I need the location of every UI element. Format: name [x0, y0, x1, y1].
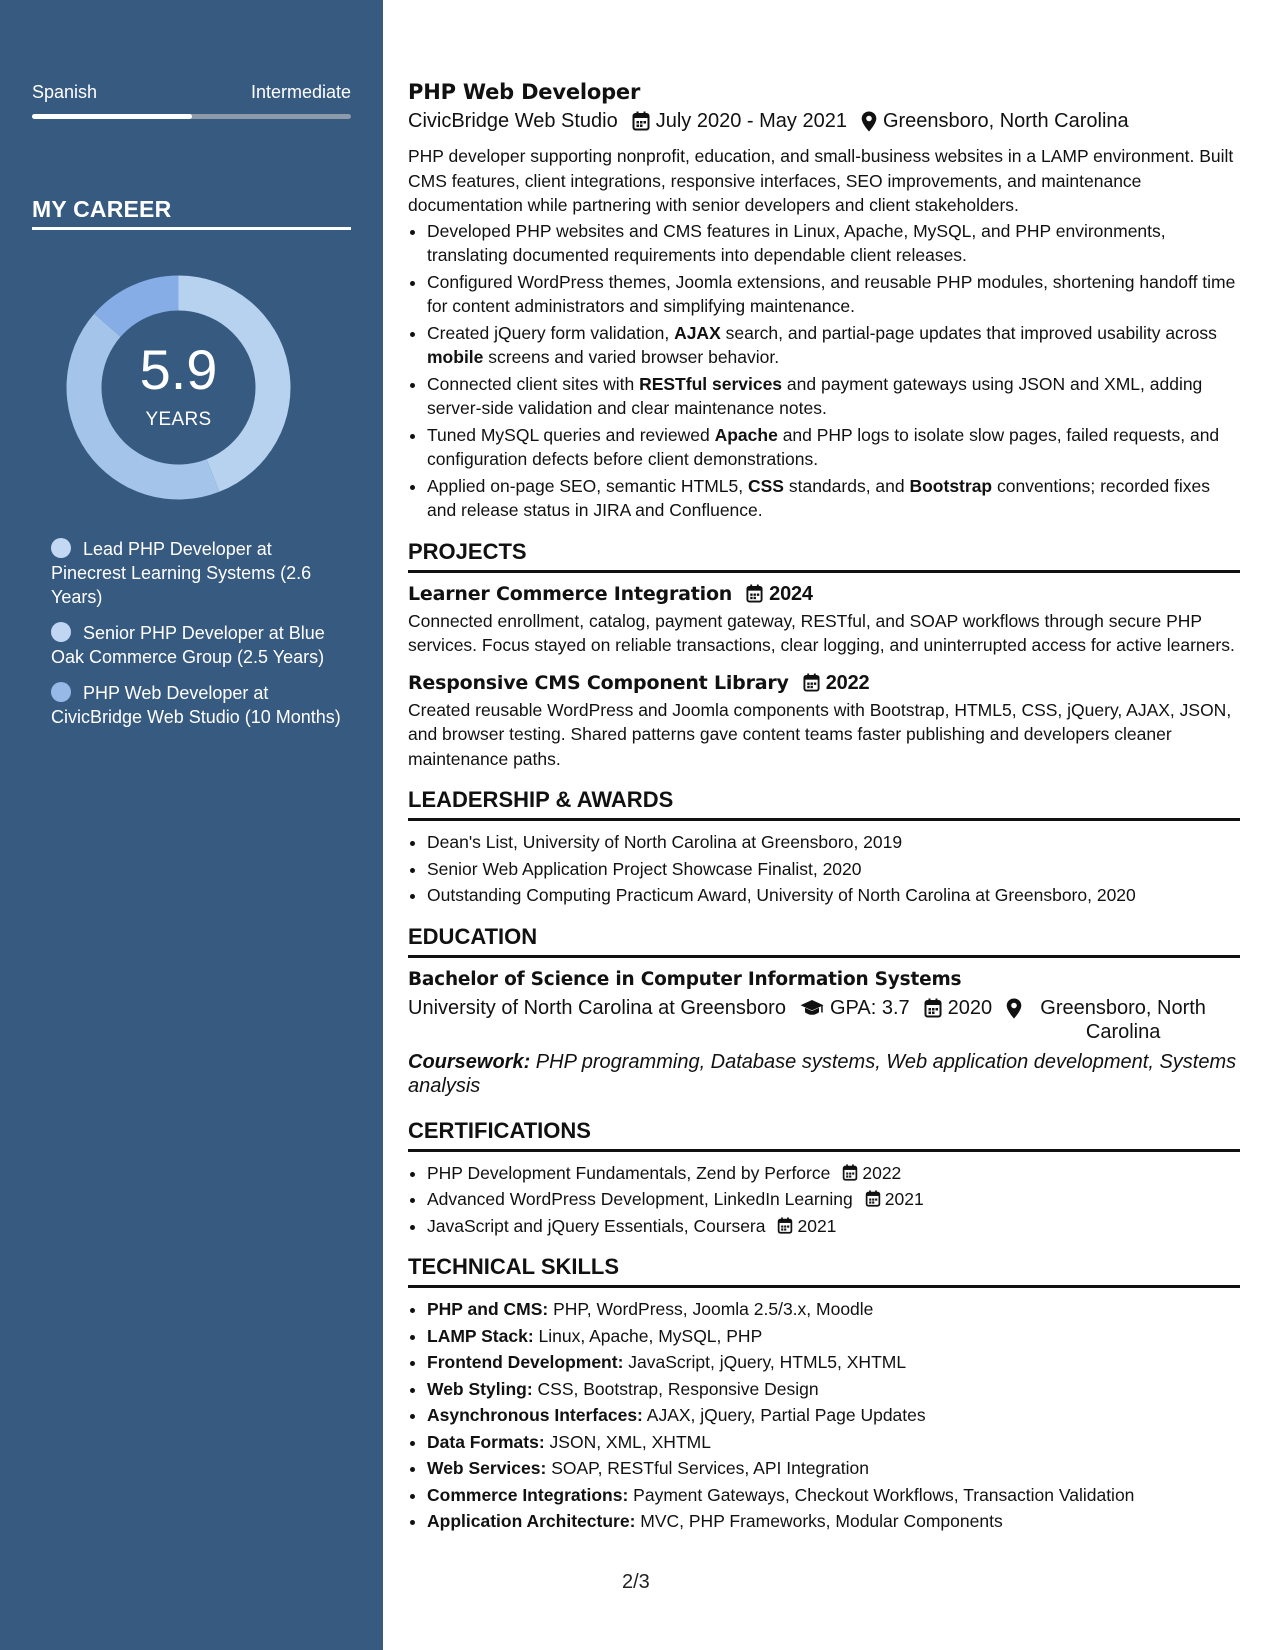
skill-value: MVC, PHP Frameworks, Modular Components	[635, 1511, 1003, 1531]
skill-value: AJAX, jQuery, Partial Page Updates	[642, 1405, 926, 1425]
skill-label: Frontend Development:	[427, 1352, 624, 1372]
project-heading	[408, 670, 1240, 696]
career-item	[51, 681, 341, 729]
bullet-text: and PHP logs to isolate slow pages, failed requests, and configuration defects before client demonstrations.	[427, 424, 1220, 469]
education-meta	[408, 996, 1240, 1044]
skill-label: Asynchronous Interfaces:	[427, 1405, 643, 1425]
language-level: Intermediate	[250, 82, 351, 102]
certification-item	[427, 1161, 1240, 1186]
calendar-icon	[632, 111, 650, 131]
job-bullet	[427, 372, 1240, 421]
bullet-text: search, and partial-page updates that improved usability across	[720, 322, 1217, 343]
bullet-text: Tuned MySQL queries and reviewed	[427, 424, 715, 445]
bullet-text: conventions; recorded fixes and release status in JIRA and Confluence.	[427, 475, 1211, 520]
bullet-keyword: Bootstrap	[909, 475, 993, 496]
education-location-group	[992, 996, 1218, 1044]
skill-item	[427, 1377, 1240, 1402]
job-bullet	[427, 219, 1240, 268]
certification-item	[427, 1187, 1240, 1212]
awards-list	[408, 830, 1240, 908]
skill-label: LAMP Stack:	[427, 1325, 534, 1346]
graduation-cap-icon	[800, 999, 824, 1017]
language-proficiency-fill	[32, 114, 192, 119]
skill-value: JavaScript, jQuery, HTML5, XHTML	[623, 1352, 907, 1372]
certification-year: 2021	[884, 1189, 924, 1209]
coursework-label: Coursework:	[408, 1050, 531, 1073]
skills-title: TECHNICAL SKILLS	[408, 1254, 620, 1279]
skill-label: Web Styling:	[427, 1378, 533, 1399]
bullet-text: screens and varied browser behavior.	[483, 347, 780, 367]
project-heading	[408, 581, 1240, 607]
career-section-rule	[32, 227, 351, 230]
bullet-text: Applied on-page SEO, semantic HTML5,	[427, 475, 748, 496]
page-number: 2/3	[622, 1571, 650, 1593]
certification-name: JavaScript and jQuery Essentials, Coursera	[427, 1215, 766, 1236]
career-item	[51, 621, 341, 669]
location-pin-icon	[861, 111, 877, 132]
job-title: PHP Web Developer	[408, 80, 641, 104]
school-name: University of North Carolina at Greensboro	[408, 996, 786, 1019]
skill-label: Web Services:	[427, 1458, 547, 1478]
calendar-icon	[865, 1190, 881, 1207]
job-bullets	[408, 219, 1240, 523]
skill-label: Application Architecture:	[427, 1511, 636, 1531]
award-item: • Dean's List, University of North Carolina at Greensboro, 2019	[427, 830, 1240, 855]
job-dates: July 2020 - May 2021	[655, 110, 847, 132]
career-years-label: YEARS	[145, 409, 212, 430]
section-rule	[408, 818, 1240, 821]
bullet-text: Created jQuery form validation,	[427, 322, 675, 343]
certifications-title: CERTIFICATIONS	[408, 1117, 591, 1143]
bullet-keyword: CSS	[748, 475, 784, 496]
gpa: GPA: 3.7	[829, 996, 910, 1019]
bullet-keyword: AJAX	[674, 322, 721, 343]
calendar-icon	[842, 1164, 858, 1181]
projects-title: PROJECTS	[408, 538, 527, 564]
career-list	[51, 537, 341, 741]
skill-item	[427, 1483, 1240, 1508]
career-item-text: Lead PHP Developer at Pinecrest Learning Systems (2.6 Years)	[51, 539, 312, 607]
language-name: Spanish	[32, 82, 98, 102]
job-company: CivicBridge Web Studio	[408, 110, 618, 132]
bullet-text: Configured WordPress themes, Joomla extensions, and reusable PHP modules, shortening handoff time for content administrators and simplifying maintenance.	[427, 271, 1236, 316]
certifications-list	[408, 1161, 1240, 1239]
bullet-keyword: Apache	[714, 424, 778, 445]
certification-name: Advanced WordPress Development, LinkedIn Learning	[427, 1189, 853, 1209]
skill-item	[427, 1297, 1240, 1322]
skill-value: SOAP, RESTful Services, API Integration	[546, 1458, 869, 1478]
bullet-keyword: mobile	[427, 347, 484, 367]
main-content	[408, 78, 1240, 1536]
project-name: Learner Commerce Integration	[408, 582, 733, 605]
bullet-text: standards, and	[783, 475, 910, 496]
degree-title: Bachelor of Science in Computer Information Systems	[408, 968, 962, 990]
skill-item	[427, 1509, 1240, 1534]
sidebar	[0, 0, 383, 1650]
career-dot-icon	[51, 682, 71, 702]
calendar-icon	[803, 673, 820, 692]
section-rule	[408, 1149, 1240, 1152]
skill-value: Linux, Apache, MySQL, PHP	[533, 1325, 763, 1346]
bullet-text: and payment gateways using JSON and XML, adding server-side validation and clear maintenance notes.	[427, 373, 1203, 418]
career-dot-icon	[51, 622, 71, 642]
project-description: Connected enrollment, catalog, payment gateway, RESTful, and SOAP workflows through secure PHP services. Focus stayed on reliable transactions, clear logging, and uninterrupted access for active learners.	[408, 610, 1235, 655]
section-rule	[408, 1285, 1240, 1288]
skill-value: Payment Gateways, Checkout Workflows, Transaction Validation	[628, 1484, 1135, 1505]
awards-title: LEADERSHIP & AWARDS	[408, 787, 674, 812]
career-item-text: Senior PHP Developer at Blue Oak Commerce Group (2.5 Years)	[51, 623, 325, 667]
language-proficiency-bar	[32, 114, 351, 119]
certification-year: 2022	[862, 1162, 902, 1183]
calendar-icon	[777, 1217, 793, 1234]
skill-label: Commerce Integrations:	[427, 1484, 629, 1505]
project-name: Responsive CMS Component Library	[408, 671, 789, 694]
job-meta	[408, 106, 1240, 136]
job-bullet	[427, 270, 1240, 319]
skill-label: PHP and CMS:	[427, 1299, 549, 1319]
job-summary: PHP developer supporting nonprofit, education, and small-business websites in a LAMP environment. Built CMS features, client integrations, responsive interfaces, SEO improvements, and maintenance documentation while partnering with senior developers and client stakeholders.	[408, 146, 1234, 215]
skills-list	[408, 1297, 1240, 1534]
job-location: Greensboro, North Carolina	[882, 110, 1129, 132]
career-item	[51, 537, 341, 609]
education-location: Greensboro, North Carolina	[1040, 996, 1206, 1043]
skill-item	[427, 1403, 1240, 1428]
certification-name: PHP Development Fundamentals, Zend by Perforce	[427, 1162, 831, 1183]
bullet-text: Connected client sites with	[427, 373, 640, 394]
award-item: • Outstanding Computing Practicum Award, University of North Carolina at Greensboro, 2020	[427, 883, 1240, 908]
award-item: • Senior Web Application Project Showcase Finalist, 2020	[427, 857, 1240, 882]
graduation-year: 2020	[947, 996, 993, 1019]
certification-year: 2021	[797, 1215, 837, 1236]
bullet-text: Developed PHP websites and CMS features in Linux, Apache, MySQL, and PHP environments, translating documented requirements into dependable client releases.	[427, 220, 1166, 265]
job-bullet	[427, 423, 1240, 472]
calendar-icon	[746, 584, 763, 603]
career-section-title: MY CAREER	[32, 196, 172, 222]
skill-value: PHP, WordPress, Joomla 2.5/3.x, Moodle	[548, 1299, 874, 1319]
calendar-icon	[924, 998, 942, 1018]
project-description: Created reusable WordPress and Joomla components with Bootstrap, HTML5, CSS, jQuery, AJAX, JSON, and browser testing. Shared patterns gave content teams faster publishing and developers cleaner maintenance paths.	[408, 699, 1232, 769]
job-bullet	[427, 474, 1240, 523]
skill-item	[427, 1430, 1240, 1455]
career-dot-icon	[51, 538, 71, 558]
skill-value: JSON, XML, XHTML	[544, 1431, 711, 1452]
education-title: EDUCATION	[408, 923, 538, 949]
project-year: 2024	[769, 582, 813, 605]
career-years-number: 5.9	[139, 338, 218, 401]
language-row	[32, 82, 351, 103]
skill-label: Data Formats:	[427, 1431, 545, 1452]
coursework-text: PHP programming, Database systems, Web application development, Systems analysis	[408, 1050, 1237, 1097]
project-year: 2022	[825, 671, 870, 694]
location-pin-icon	[1006, 998, 1022, 1019]
career-item-text: PHP Web Developer at CivicBridge Web Studio (10 Months)	[51, 683, 341, 727]
section-rule	[408, 570, 1240, 573]
certification-item	[427, 1214, 1240, 1239]
skill-item	[427, 1456, 1240, 1481]
skill-item	[427, 1324, 1240, 1349]
skill-item	[427, 1350, 1240, 1375]
job-bullet	[427, 321, 1240, 370]
skill-value: CSS, Bootstrap, Responsive Design	[532, 1378, 819, 1399]
coursework	[408, 1050, 1240, 1098]
bullet-keyword: RESTful services	[639, 373, 783, 394]
section-rule	[408, 955, 1240, 958]
